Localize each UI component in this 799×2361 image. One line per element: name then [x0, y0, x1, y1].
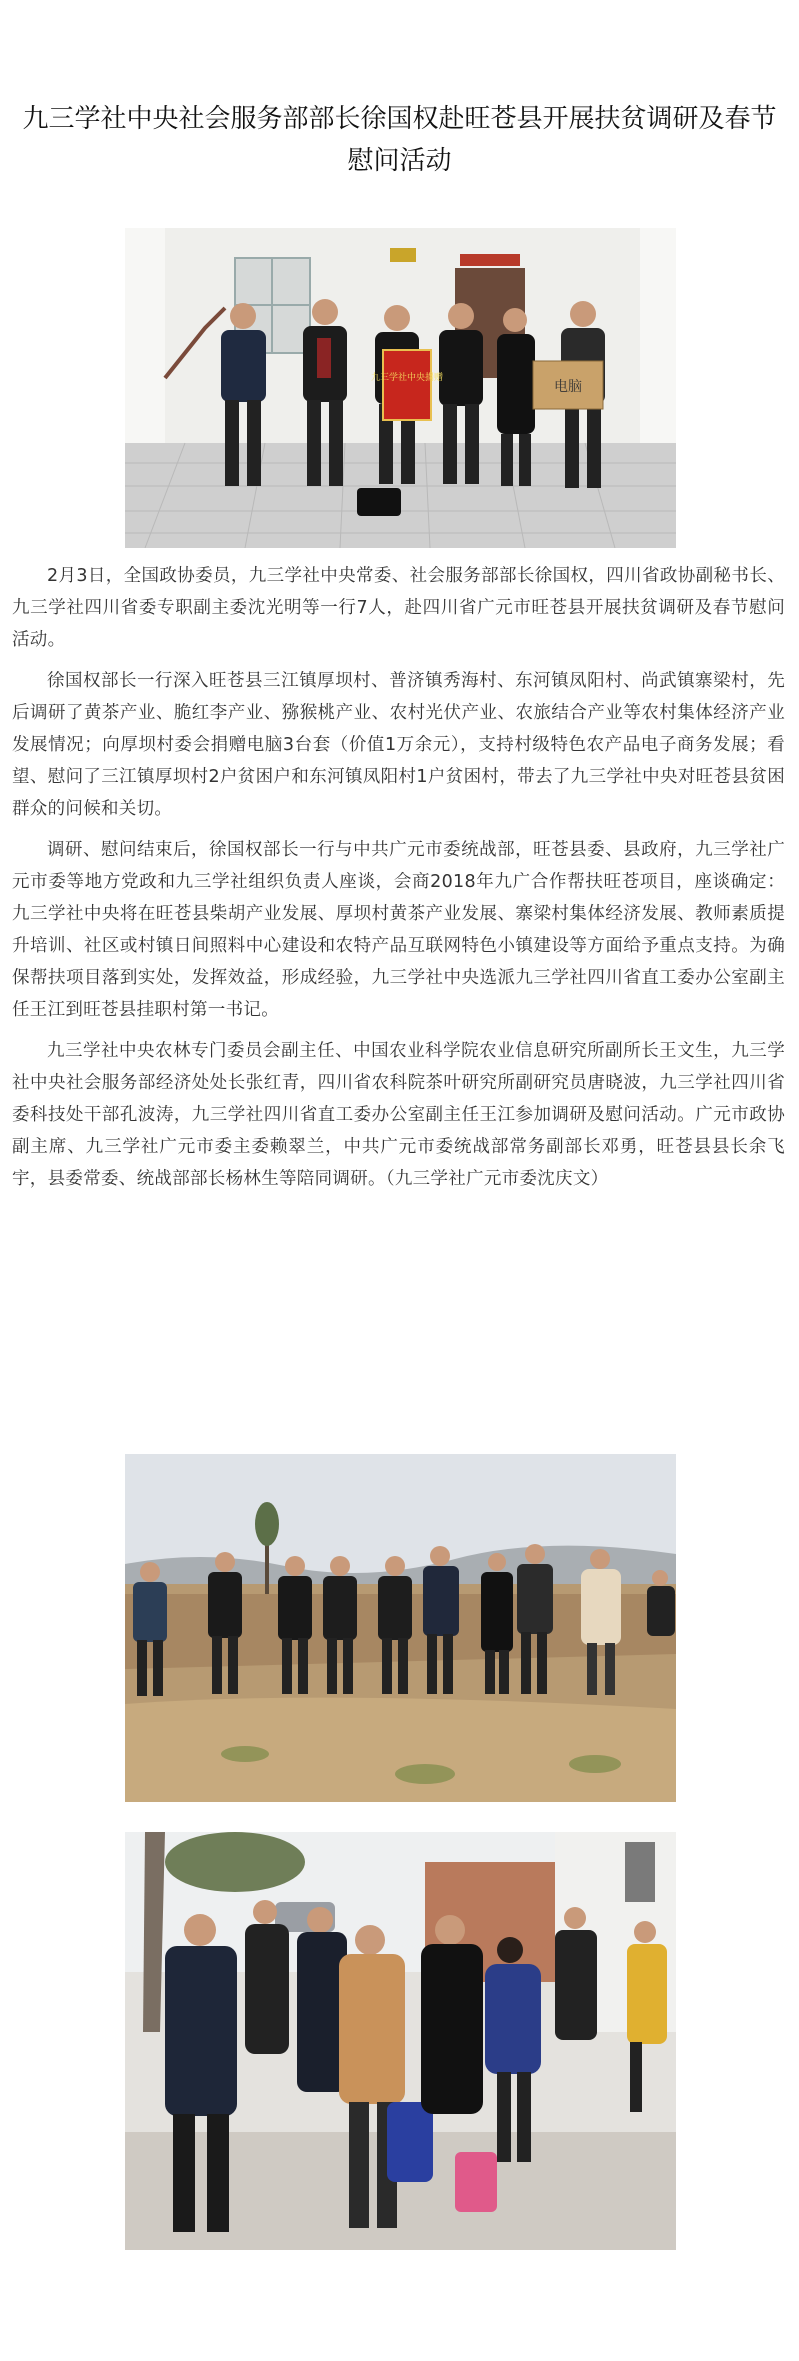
paragraph: 徐国权部长一行深入旺苍县三江镇厚坝村、普济镇秀海村、东河镇凤阳村、尚武镇寨梁村，先后调研了黄茶产业、脆红李产业、猕猴桃产业、农村光伏产业、农旅结合产业等农村集体经济产业发展情况；向厚坝村委会捐赠电脑3台套（价值1万余元），支持村级特色农产品电子商务发展；看望、慰问了三江镇厚坝村2户贫困户和东河镇凤阳村1户贫困村，带去了九三学社中央对旺苍县贫困群众的问候和关切。 [12, 671, 785, 819]
banner-text: 九三学社中央捐赠 [370, 373, 444, 383]
photo-field-inspection [125, 1454, 676, 1802]
paragraph: 调研、慰问结束后，徐国权部长一行与中共广元市委统战部，旺苍县委、县政府，九三学社广元市委等地方党政和九三学社组织负责人座谈，会商2018年九广合作帮扶旺苍项目，座谈确定：九三学社中央将在旺苍县柴胡产业发展、厚坝村黄茶产业发展、寨梁村集体经济发展、教师素质提升培训、社区或村镇日间照料中心建设和农特产品互联网特色小镇建设等方面给予重点支持。为确保帮扶项目落到实处，发挥效益，形成经验，九三学社中央选派九三学社四川省直工委办公室副主任王江到旺苍县挂职村第一书记。 [12, 840, 785, 1020]
box-text: 电脑 [554, 379, 582, 395]
computer-box [533, 361, 603, 409]
article-title: 九三学社中央社会服务部部长徐国权赴旺苍县开展扶贫调研及春节慰问活动 [22, 104, 777, 176]
paragraph: 九三学社中央农林专门委员会副主任、中国农业科学院农业信息研究所副所长王文生，九三学社中央社会服务部经济处处长张红青，四川省农科院茶叶研究所副研究员唐晓波，九三学社四川省委科技处干部孔波涛，九三学社四川省直工委办公室副主任王江参加调研及慰问活动。广元市政协副主席、九三学社广元市委主委赖翠兰，中共广元市委统战部常务副部长邓勇，旺苍县县长余飞宇，县委常委、统战部部长杨林生等陪同调研。（九三学社广元市委沈庆文） [12, 1041, 785, 1189]
photo-donation-group [125, 228, 676, 548]
photo-family-visit [125, 1832, 676, 2250]
article-body [12, 560, 785, 1204]
paragraph: 2月3日，全国政协委员，九三学社中央常委、社会服务部部长徐国权，四川省政协副秘书长、九三学社四川省委专职副主委沈光明等一行7人，赴四川省广元市旺苍县开展扶贫调研及春节慰问活动。 [12, 566, 785, 650]
